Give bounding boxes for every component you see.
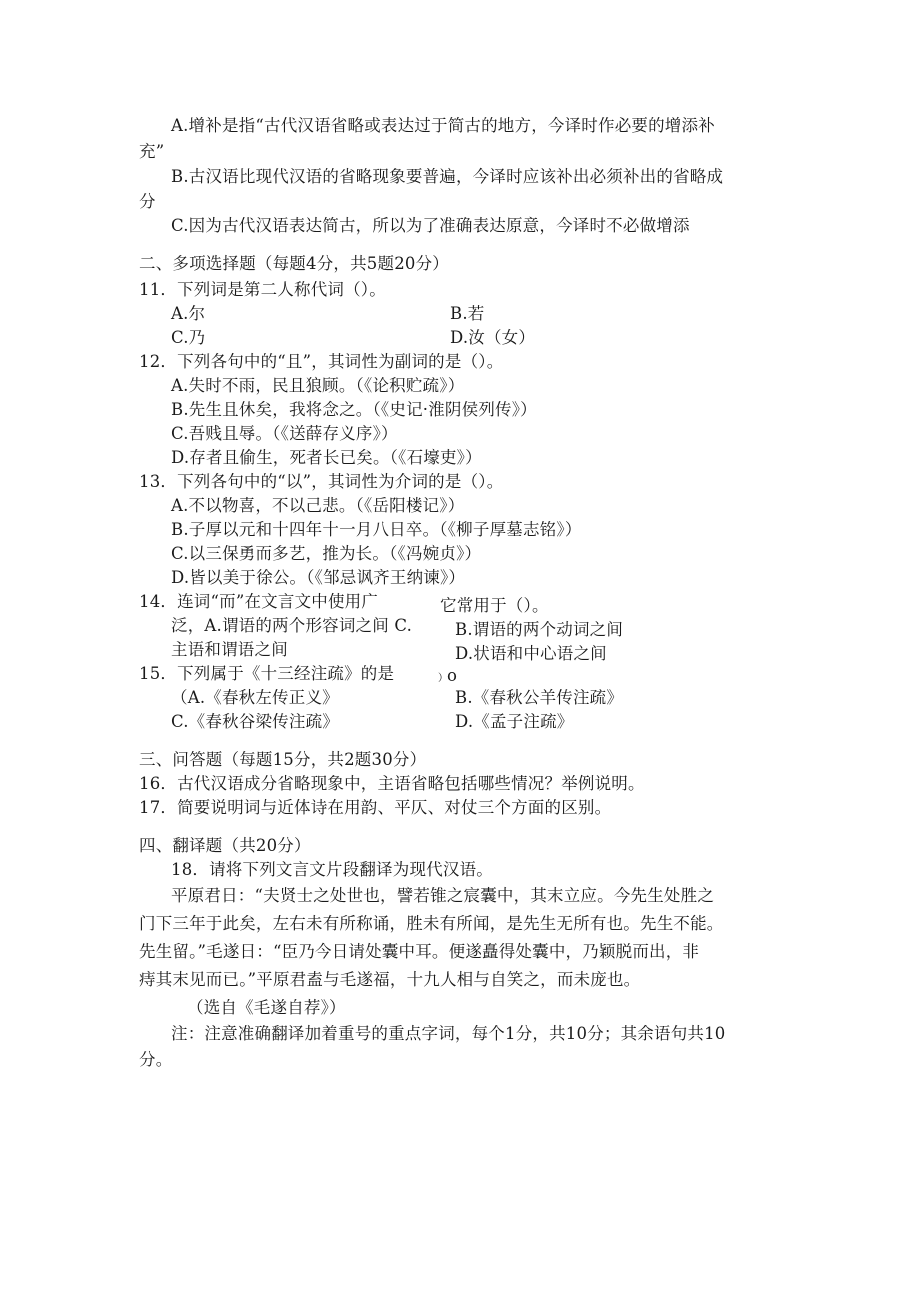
q11-option-a: A.尔	[171, 304, 206, 323]
q14-line2-left: 泛，A.谓语的两个形容词之间 C.	[171, 616, 413, 635]
q13-option-b: B.子厚以元和十四年十一月八日卒。（《柳子厚墓志铭》）	[171, 520, 582, 539]
q16: 16．古代汉语成分省略现象中，主语省略包括哪些情况？举例说明。	[139, 774, 645, 793]
q10-option-b-line1: B.古汉语比现代汉语的省略现象要普遍，今译时应该补出必须补出的省略成	[171, 167, 724, 186]
q12-option-c: C.吾贱且辱。（《送薛存义序》）	[171, 424, 398, 443]
q15-stem-tail: o	[447, 666, 458, 685]
q14-line3-right: D.状语和中心语之间	[455, 644, 607, 663]
q11-option-c: C.乃	[171, 328, 206, 347]
q14-line1-left: 14．连词“而”在文言文中使用广	[139, 592, 379, 611]
q11-option-d: D.汝（女）	[450, 328, 536, 347]
q15-option-d: D.《孟子注疏》	[455, 712, 574, 731]
q10-option-a-line1: A.增补是指“古代汉语省略或表达过于简古的地方，今译时作必要的增添补	[171, 116, 715, 135]
q11-stem: 11．下列词是第二人称代词（）。	[139, 280, 386, 299]
q13-option-a: A.不以物喜，不以己悲。（《岳阳楼记》）	[171, 496, 465, 515]
q15-option-a: （A.《春秋左传正义》	[171, 688, 339, 707]
passage-line2: 门下三年于此矣，左右未有所称诵，胜未有所闻，是先生无所有也。先生不能。	[139, 914, 724, 933]
q11-option-b: B.若	[450, 304, 485, 323]
note-line2: 分。	[139, 1050, 173, 1069]
note-line1: 注：注意准确翻译加着重号的重点字词，每个1分，共10分；其余语句共10	[171, 1024, 726, 1043]
section3-heading: 三、问答题（每题15分，共2题30分）	[139, 750, 427, 769]
q13-option-d: D.皆以美于徐公。（《邹忌讽齐王纳谏》）	[171, 568, 466, 587]
q12-stem: 12．下列各句中的“且”，其词性为副词的是（）。	[139, 352, 504, 371]
passage-line4: 痔其末见而已。”平原君盍与毛遂福，十九人相与自笑之，而未庞也。	[139, 970, 641, 989]
q15-stem-paren: ）	[438, 673, 449, 684]
q17: 17．简要说明词与近体诗在用韵、平仄、对仗三个方面的区别。	[139, 798, 612, 817]
q15-stem: 15．下列属于《十三经注疏》的是	[139, 664, 395, 683]
section2-heading: 二、多项选择题（每题4分，共5题20分）	[139, 254, 449, 273]
q10-option-c: C.因为古代汉语表达简古，所以为了准确表达原意，今译时不必做增添	[171, 216, 690, 235]
q14-line1-right: 它常用于（）。	[440, 596, 549, 615]
passage-line1: 平原君日：“夫贤士之处世也，譬若锥之宸囊中，其末立应。今先生处胜之	[171, 886, 715, 905]
q12-option-b: B.先生且休矣，我将念之。（《史记·淮阴侯列传》）	[171, 400, 537, 419]
q14-line3-left: 主语和谓语之间	[171, 640, 288, 659]
q12-option-a: A.失时不雨，民且狼顾。（《论积贮疏》）	[171, 376, 465, 395]
q10-option-a-line2: 充”	[139, 142, 165, 161]
passage-source: （选自《毛遂自荐》）	[187, 998, 346, 1017]
q10-option-b-line2: 分	[139, 192, 156, 211]
q18-stem: 18．请将下列文言文片段翻译为现代汉语。	[171, 860, 493, 879]
q14-line2-right: B.谓语的两个动词之间	[455, 620, 624, 639]
q13-stem: 13．下列各句中的“以”，其词性为介词的是（）。	[139, 472, 504, 491]
passage-line3: 先生留。”毛遂日：“臣乃今日请处囊中耳。便遂矗得处囊中，乃颖脱而出，非	[139, 942, 700, 961]
q15-option-b: B.《春秋公羊传注疏》	[455, 688, 624, 707]
q12-option-d: D.存者且偷生，死者长已矣。（《石壕吏》）	[171, 448, 482, 467]
section4-heading: 四、翻译题（共20分）	[139, 836, 311, 855]
q15-option-c: C.《春秋谷梁传注疏》	[171, 712, 339, 731]
q13-option-c: C.以三保勇而多艺，推为长。（《冯婉贞》）	[171, 544, 482, 563]
